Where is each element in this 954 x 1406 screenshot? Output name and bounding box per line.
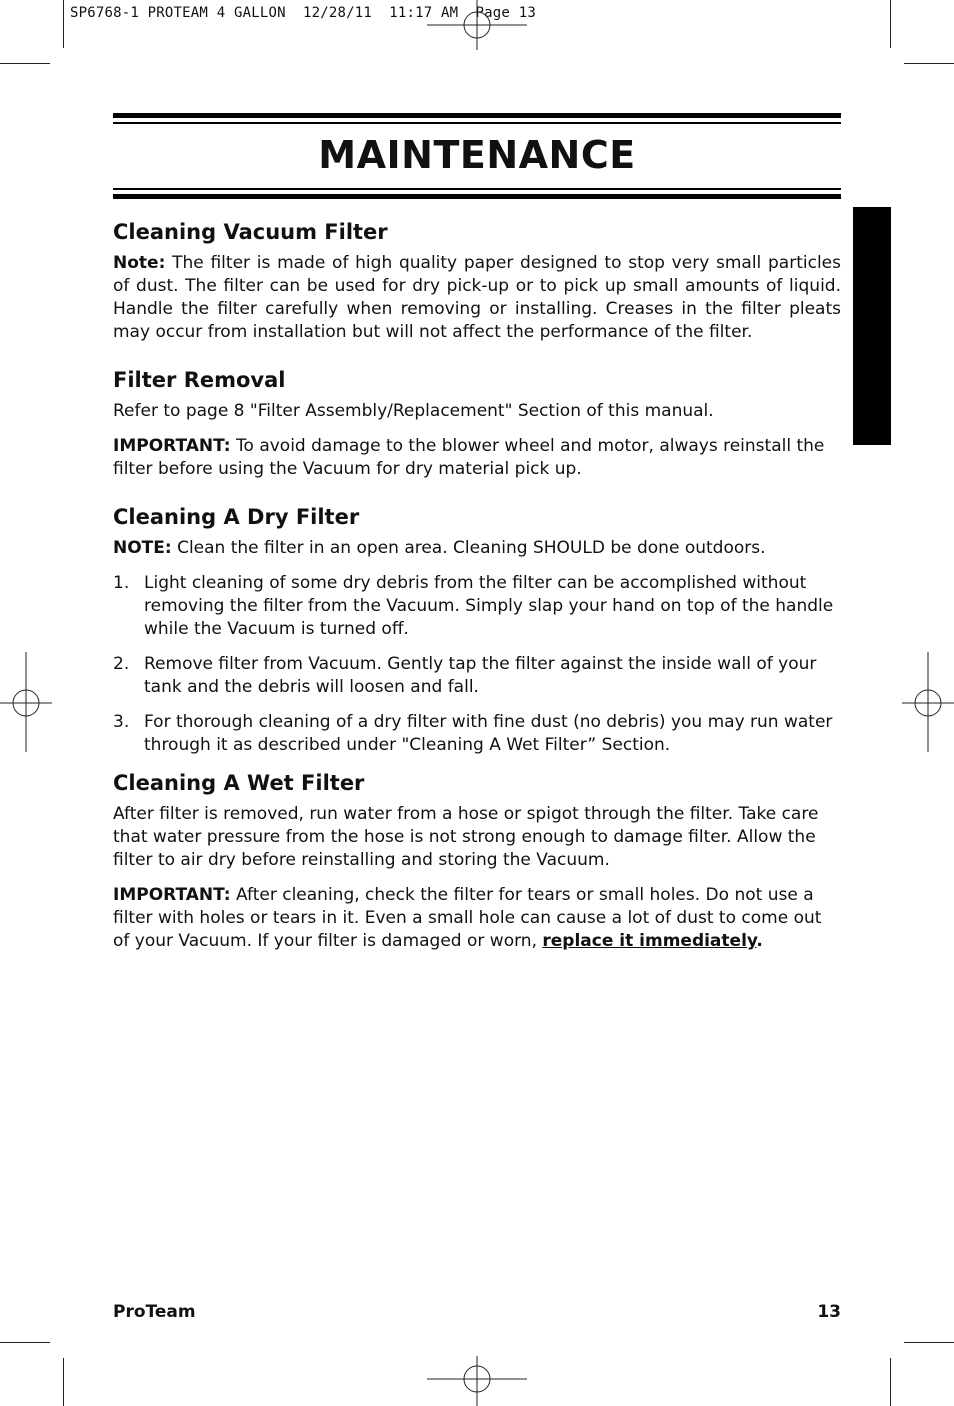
crop-mark-top-left-h: [0, 63, 50, 64]
cleaning-dry-filter-note: [113, 537, 841, 560]
filter-removal-important: [113, 435, 841, 481]
step-text: Light cleaning of some dry debris from the filter can be accomplished without removing the filter from the Vacuum. Simply slap your hand on top of the handle while the Vacuum is turned off.: [144, 573, 834, 639]
page-content: [113, 218, 841, 965]
page-title: MAINTENANCE: [318, 133, 636, 177]
list-item: [113, 653, 841, 699]
important-label: IMPORTANT:: [113, 885, 231, 905]
crop-mark-bottom-left-h: [0, 1342, 50, 1343]
title-rule-bottom-thick: [113, 194, 841, 199]
section-heading-filter-removal: Filter Removal: [113, 368, 286, 392]
crop-mark-top-left-v: [63, 0, 64, 48]
crop-mark-top-right-h: [904, 63, 954, 64]
section-heading-cleaning-wet-filter: Cleaning A Wet Filter: [113, 771, 365, 795]
registration-mark-left: [0, 652, 52, 752]
cleaning-wet-filter-text: After filter is removed, run water from a hose or spigot through the filter. Take care that water pressure from the hose is not strong enough to damage filter. Allow the filter to air dry before reinstalling and storing the Vacuum.: [113, 804, 819, 870]
footer-brand: ProTeam: [113, 1302, 196, 1322]
crop-mark-bottom-right-h: [904, 1342, 954, 1343]
registration-mark-top: [427, 0, 527, 50]
important-text: To avoid damage to the blower wheel and motor, always reinstall the filter before using the Vacuum for dry material pick up.: [113, 436, 825, 479]
registration-mark-bottom: [427, 1356, 527, 1406]
step-number: 3.: [113, 712, 130, 732]
crop-mark-bottom-left-v: [63, 1358, 64, 1406]
note-label: Note:: [113, 253, 166, 273]
title-rule-top-thick: [113, 113, 841, 118]
cleaning-wet-filter-important: [113, 884, 841, 953]
section-heading-cleaning-vacuum-filter: Cleaning Vacuum Filter: [113, 220, 388, 244]
important-end: .: [756, 931, 763, 951]
note-text: The filter is made of high quality paper designed to stop very small particles of dust. The filter can be used for dry pick-up or to pick up small amounts of liquid. Handle the filter carefully when removing or installing. Creases in the filter pleats may occur from installation but will not affect the performance of the filter.: [113, 253, 841, 342]
registration-mark-right: [902, 652, 954, 752]
replace-immediately-emphasis: replace it immediately: [542, 931, 757, 951]
note-text: Clean the filter in an open area. Cleaning SHOULD be done outdoors.: [171, 538, 766, 558]
list-item: [113, 572, 841, 641]
crop-mark-top-right-v: [890, 0, 891, 48]
dry-filter-steps-list: [113, 572, 841, 757]
crop-mark-bottom-right-v: [890, 1358, 891, 1406]
list-item: [113, 711, 841, 757]
footer-page-number: 13: [817, 1302, 841, 1322]
cleaning-vacuum-filter-note: [113, 252, 841, 344]
important-text: After cleaning, check the filter for tears or small holes. Do not use a filter with holes or tears in it. Even a small hole can cause a lot of dust to come out of your Vacuum. If your filter is damaged or worn,: [113, 885, 822, 951]
important-label: IMPORTANT:: [113, 436, 231, 456]
section-thumb-tab: [853, 207, 891, 445]
step-text: Remove filter from Vacuum. Gently tap the filter against the inside wall of your tank and the debris will loosen and fall.: [144, 654, 817, 697]
title-rule-bottom-thin: [113, 188, 841, 190]
note-label: NOTE:: [113, 538, 172, 558]
section-heading-cleaning-dry-filter: Cleaning A Dry Filter: [113, 505, 360, 529]
printer-slug: SP6768-1 PROTEAM 4 GALLON 12/28/11 11:17 AM Page 13: [70, 5, 536, 21]
step-number: 1.: [113, 573, 130, 593]
step-text: For thorough cleaning of a dry filter with fine dust (no debris) you may run water through it as described under "Cleaning A Wet Filter” Section.: [144, 712, 833, 755]
title-rule-top-thin: [113, 122, 841, 124]
filter-removal-text: Refer to page 8 "Filter Assembly/Replacement" Section of this manual.: [113, 401, 714, 421]
step-number: 2.: [113, 654, 130, 674]
